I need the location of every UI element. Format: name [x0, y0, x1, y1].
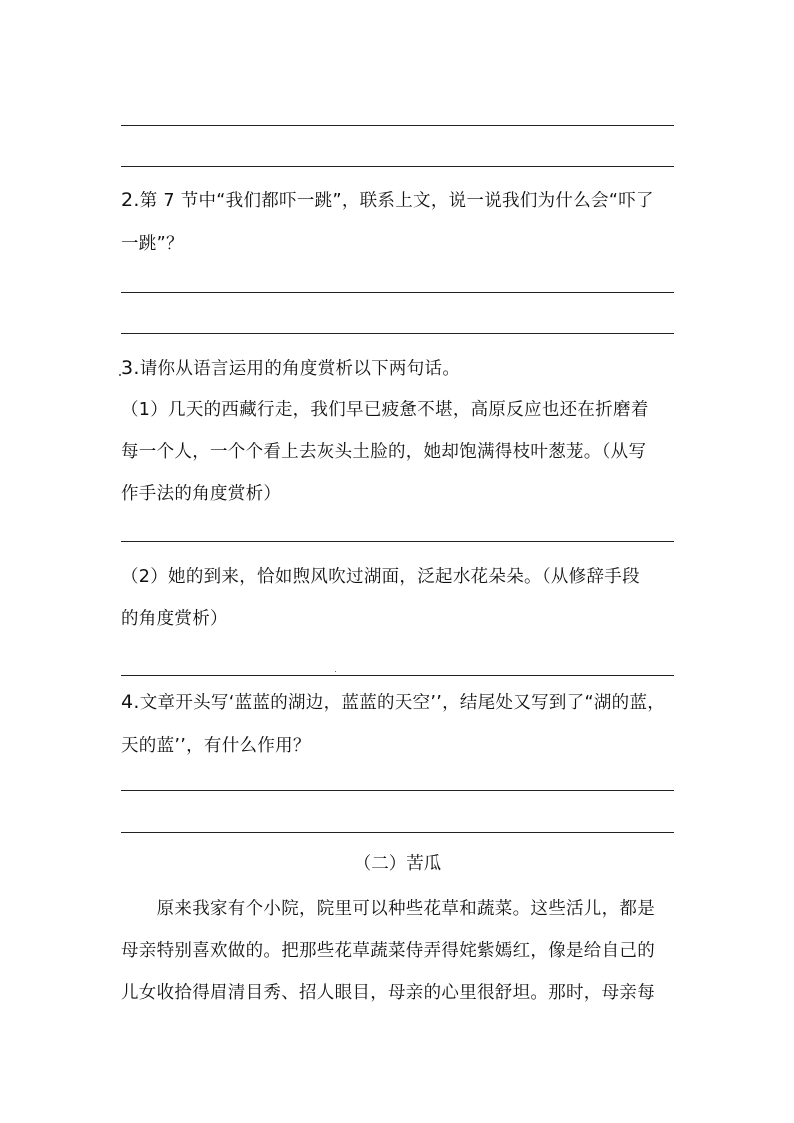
answer-line	[121, 675, 674, 676]
question-3-sentence-2-line-2: 的角度赏析）	[121, 609, 228, 629]
question-2-text: 第 7 节中“我们都吓一跳”，联系上文，说一说我们为什么会“吓了	[139, 191, 654, 211]
passage-line-3: 儿女收拾得眉清目秀、招人眼目，母亲的心里很舒坦。那时，母亲每	[121, 983, 655, 1003]
answer-line	[121, 125, 674, 126]
question-3-stem-line	[121, 356, 460, 381]
answer-line	[121, 790, 674, 791]
question-2-number: 2.	[121, 189, 140, 211]
question-3-sentence-1-line-1: （1）几天的西藏行走，我们早已疲惫不堪，高原反应也还在折磨着	[121, 400, 649, 420]
answer-line	[121, 333, 674, 334]
stray-dot	[335, 671, 336, 672]
answer-line	[121, 541, 674, 542]
question-3-sentence-2-line-1: （2）她的到来，恰如煦风吹过湖面，泛起水花朵朵。（从修辞手段	[121, 567, 640, 587]
question-3-number: 3.	[121, 357, 140, 379]
question-4-line-1	[121, 690, 665, 715]
question-4-text: 文章开头写‘蓝蓝的湖边，蓝蓝的天空’’，结尾处又写到了“湖的蓝，	[139, 693, 666, 713]
answer-line	[121, 166, 674, 167]
question-3-stem: 请你从语言运用的角度赏析以下两句话。	[139, 359, 461, 379]
question-2-line-1	[121, 188, 654, 213]
section-title: （二）苦瓜	[353, 854, 442, 874]
question-3-sentence-1-line-2: 每一个人，一个个看上去灰头土脸的，她却饱满得枝叶葱茏。（从写	[121, 442, 647, 462]
answer-line	[121, 292, 674, 293]
question-2-line-2: 一跳”？	[121, 234, 184, 254]
question-3-sentence-1-line-3: 作手法的角度赏析）	[121, 484, 282, 504]
passage-line-2: 母亲特别喜欢做的。把那些花草蔬菜侍弄得姹紫嫣红，像是给自己的	[121, 941, 655, 961]
passage-line-1: 原来我家有个小院，院里可以种些花草和蔬菜。这些活儿，都是	[121, 899, 655, 919]
answer-line	[121, 832, 674, 833]
question-4-number: 4.	[121, 691, 140, 713]
question-4-line-2: 天的蓝’’，有什么作用？	[121, 736, 311, 756]
